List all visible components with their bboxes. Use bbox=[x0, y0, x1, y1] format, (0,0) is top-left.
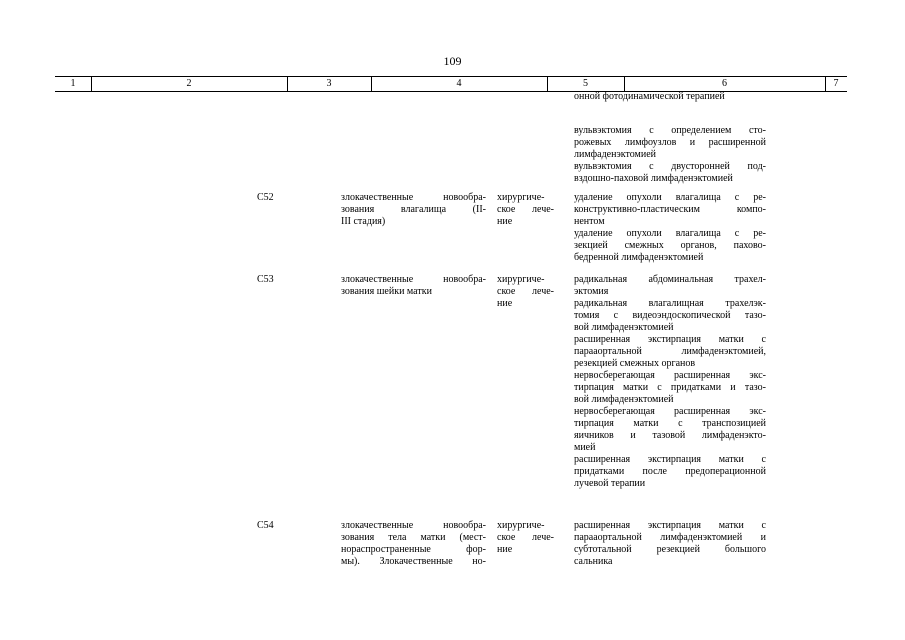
treatment-line: хирургиче- bbox=[497, 520, 545, 531]
diagnosis-description bbox=[341, 192, 486, 228]
diagnosis-code-c53 bbox=[257, 274, 317, 286]
treatment-line: ние bbox=[497, 544, 513, 555]
procedure-line: онной фотодинамической терапией bbox=[574, 91, 725, 102]
treatment-line: хирургиче- bbox=[497, 192, 545, 203]
procedure-line: конструктивно-пластическим компо- bbox=[574, 204, 766, 215]
diagnosis-line: нораспространенные фор- bbox=[341, 544, 486, 555]
procedure-item bbox=[574, 274, 766, 298]
diagnosis-code-c52 bbox=[257, 192, 317, 204]
continued-procedure bbox=[574, 91, 766, 103]
procedure-line: вздошно-паховой лимфаденэктомией bbox=[574, 173, 733, 184]
procedure-item bbox=[574, 454, 766, 490]
procedure-line: радикальная влагалищная трахелэк- bbox=[574, 298, 766, 309]
procedures-row-c52 bbox=[574, 192, 766, 264]
diagnosis-code-c54 bbox=[257, 520, 317, 532]
treatment-line: ние bbox=[497, 298, 513, 309]
diagnosis-line: мы). Злокачественные но- bbox=[341, 556, 486, 567]
header-col-1: 1 bbox=[70, 78, 76, 89]
header-col-2: 2 bbox=[186, 78, 192, 89]
icd-code: C52 bbox=[257, 192, 274, 203]
diagnosis-line: зования шейки матки bbox=[341, 286, 432, 297]
procedure-line: зекцией смежных органов, пахово- bbox=[574, 240, 766, 251]
diagnosis-description bbox=[341, 520, 486, 568]
procedure-line: томия с видеоэндоскопической тазо- bbox=[574, 310, 766, 321]
procedure-line: рожевых лимфоузлов и расширенной bbox=[574, 137, 766, 148]
procedure-item bbox=[574, 334, 766, 370]
treatment-line: хирургиче- bbox=[497, 274, 545, 285]
procedure-line: бедренной лимфаденэктомией bbox=[574, 252, 704, 263]
procedure-line: нервосберегающая расширенная экс- bbox=[574, 370, 766, 381]
procedures-row-c53 bbox=[574, 274, 766, 490]
table-header bbox=[55, 76, 847, 92]
treatment-line: ское лече- bbox=[497, 532, 554, 543]
procedure-item bbox=[574, 370, 766, 406]
procedure-line: расширенная экстирпация матки с bbox=[574, 454, 766, 465]
treatment-line: ское лече- bbox=[497, 204, 554, 215]
treatment-type bbox=[497, 274, 554, 310]
procedure-line: яичников и тазовой лимфаденэкто- bbox=[574, 430, 766, 441]
procedure-line: расширенная экстирпация матки с bbox=[574, 520, 766, 531]
procedure-item bbox=[574, 161, 766, 185]
procedure-item bbox=[574, 125, 766, 161]
procedure-line: нервосберегающая расширенная экс- bbox=[574, 406, 766, 417]
diagnosis-line: зования влагалища (II- bbox=[341, 204, 486, 215]
procedure-line: нентом bbox=[574, 216, 605, 227]
diagnosis-description bbox=[341, 274, 486, 298]
icd-code: C53 bbox=[257, 274, 274, 285]
procedure-line: вульвэктомия с определением сто- bbox=[574, 125, 766, 136]
procedure-line: тирпация матки с транспозицией bbox=[574, 418, 766, 429]
procedure-line: радикальная абдоминальная трахел- bbox=[574, 274, 766, 285]
procedure-line: вой лимфаденэктомией bbox=[574, 394, 674, 405]
procedure-line: резекцией смежных органов bbox=[574, 358, 696, 369]
procedure-line: удаление опухоли влагалища с ре- bbox=[574, 192, 766, 203]
procedures-row-0 bbox=[574, 125, 766, 185]
procedure-item bbox=[574, 298, 766, 334]
treatment-line: ское лече- bbox=[497, 286, 554, 297]
header-col-5: 5 bbox=[583, 78, 588, 89]
diagnosis-line: зования тела матки (мест- bbox=[341, 532, 486, 543]
header-col-3: 3 bbox=[326, 78, 332, 89]
procedure-line: расширенная экстирпация матки с bbox=[574, 334, 766, 345]
procedure-line: удаление опухоли влагалища с ре- bbox=[574, 228, 766, 239]
procedure-line: сальника bbox=[574, 556, 613, 567]
procedure-item bbox=[574, 228, 766, 264]
procedure-line: парааортальной лимфаденэктомией и bbox=[574, 532, 766, 543]
procedure-line: лимфаденэктомией bbox=[574, 149, 657, 160]
diagnosis-line: злокачественные новообра- bbox=[341, 274, 486, 285]
header-col-6: 6 bbox=[722, 78, 727, 89]
procedure-line: лучевой терапии bbox=[574, 478, 646, 489]
procedure-line: субтотальной резекцией большого bbox=[574, 544, 766, 555]
procedures-row-c54 bbox=[574, 520, 766, 568]
procedure-item bbox=[574, 520, 766, 568]
procedure-line: вой лимфаденэктомией bbox=[574, 322, 674, 333]
diagnosis-line: злокачественные новообра- bbox=[341, 520, 486, 531]
procedure-line: вульвэктомия с двусторонней под- bbox=[574, 161, 766, 172]
treatment-type bbox=[497, 192, 554, 228]
procedure-line: тирпация матки с придатками и тазо- bbox=[574, 382, 766, 393]
treatment-type bbox=[497, 520, 554, 556]
procedure-line: придатками после предоперационной bbox=[574, 466, 766, 477]
diagnosis-line: злокачественные новообра- bbox=[341, 192, 486, 203]
procedure-item bbox=[574, 192, 766, 228]
header-col-7: 7 bbox=[833, 78, 839, 89]
header-col-4: 4 bbox=[456, 78, 462, 89]
treatment-line: ние bbox=[497, 216, 513, 227]
procedure-item bbox=[574, 406, 766, 454]
page-number: 109 bbox=[443, 54, 462, 68]
procedure-line: мией bbox=[574, 442, 596, 453]
icd-code: C54 bbox=[257, 520, 274, 531]
procedure-line: парааортальной лимфаденэктомией, bbox=[574, 346, 766, 357]
diagnosis-line: III стадия) bbox=[341, 216, 386, 227]
procedure-line: эктомия bbox=[574, 286, 609, 297]
